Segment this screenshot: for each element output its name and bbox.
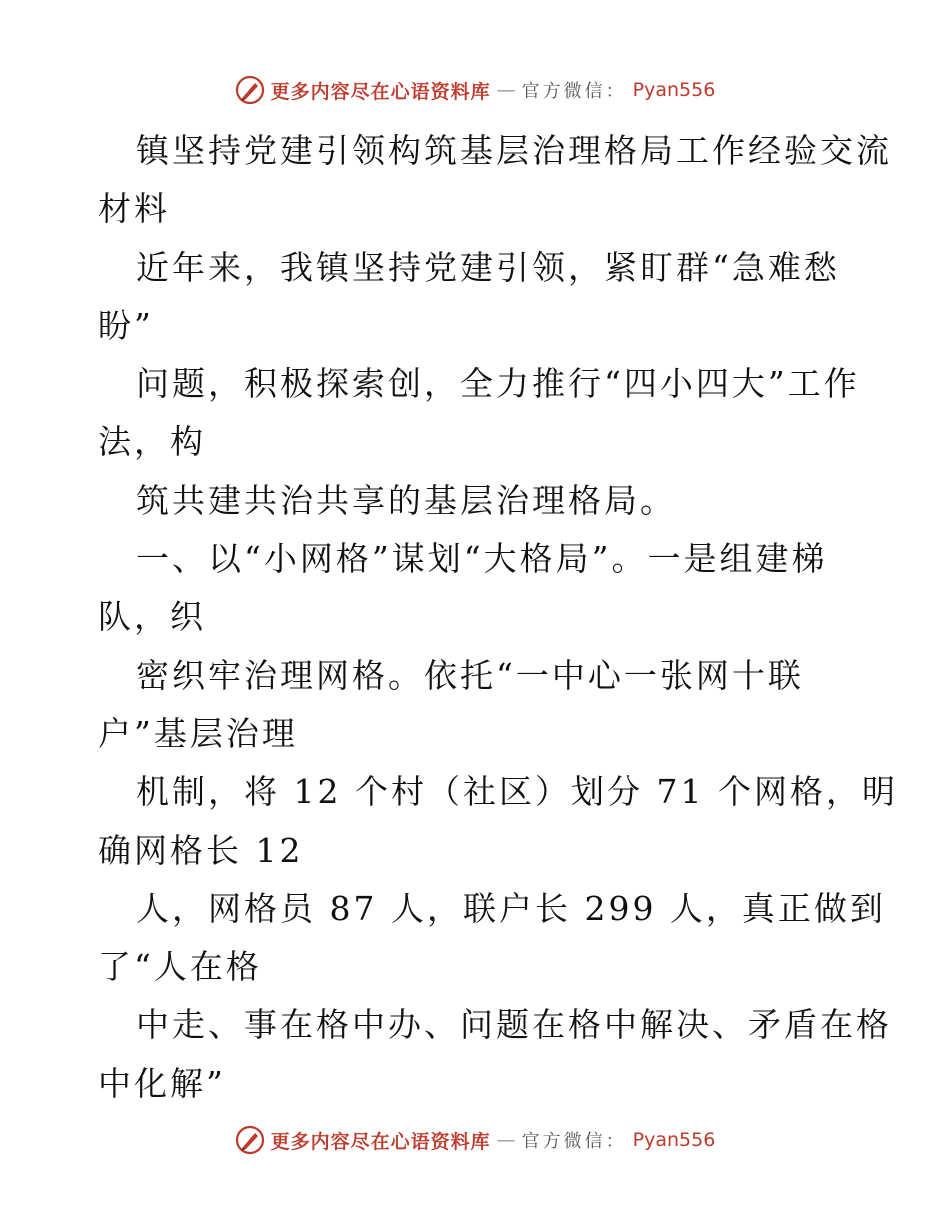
footer-watermark: [0, 1120, 950, 1160]
pen-logo-icon: [235, 75, 265, 105]
text-line: 近年来，我镇坚持党建引领，紧盯群“急难愁: [136, 247, 840, 287]
text-line: 镇坚持党建引领构筑基层治理格局工作经验交流: [136, 131, 892, 170]
watermark-wechat-id: Pyan556: [632, 79, 716, 101]
text-line: 确网格长 12: [98, 830, 304, 870]
text-line: 中化解”: [98, 1063, 226, 1103]
watermark-dash: —: [496, 1129, 516, 1151]
text-line: 材料: [98, 189, 170, 229]
text-line: 密织牢治理网格。依托“一中心一张网十联: [136, 655, 804, 695]
watermark-text: 更多内容尽在心语资料库: [270, 1130, 491, 1153]
text-line: 机制，将 12 个村（社区）划分 71 个网格，明: [136, 772, 898, 812]
pen-logo-icon: [235, 1125, 265, 1155]
watermark-wechat-label: 官方微信：: [521, 1131, 627, 1152]
header-watermark: [0, 70, 950, 110]
text-line: 人，网格员 87 人，联户长 299 人，真正做到: [136, 888, 886, 928]
text-line: 了“人在格: [98, 947, 262, 987]
watermark-text: 更多内容尽在心语资料库: [270, 80, 491, 103]
text-line: 盼”: [98, 305, 154, 345]
watermark-wechat-label: 官方微信：: [521, 81, 627, 102]
text-line: 法，构: [98, 422, 206, 462]
text-line: 一、以“小网格”谋划“大格局”。一是组建梯: [136, 539, 828, 579]
watermark-wechat-id: Pyan556: [632, 1129, 716, 1151]
text-line: 队，织: [98, 597, 206, 637]
text-line: 筑共建共治共享的基层治理格局。: [136, 480, 676, 520]
text-line: 问题，积极探索创，全力推行“四小四大”工作: [136, 364, 860, 404]
watermark-dash: —: [496, 79, 516, 101]
text-line: 中走、事在格中办、问题在格中解决、矛盾在格: [136, 1005, 892, 1045]
document-body: [98, 122, 898, 1113]
text-line: 户”基层治理: [98, 713, 298, 753]
